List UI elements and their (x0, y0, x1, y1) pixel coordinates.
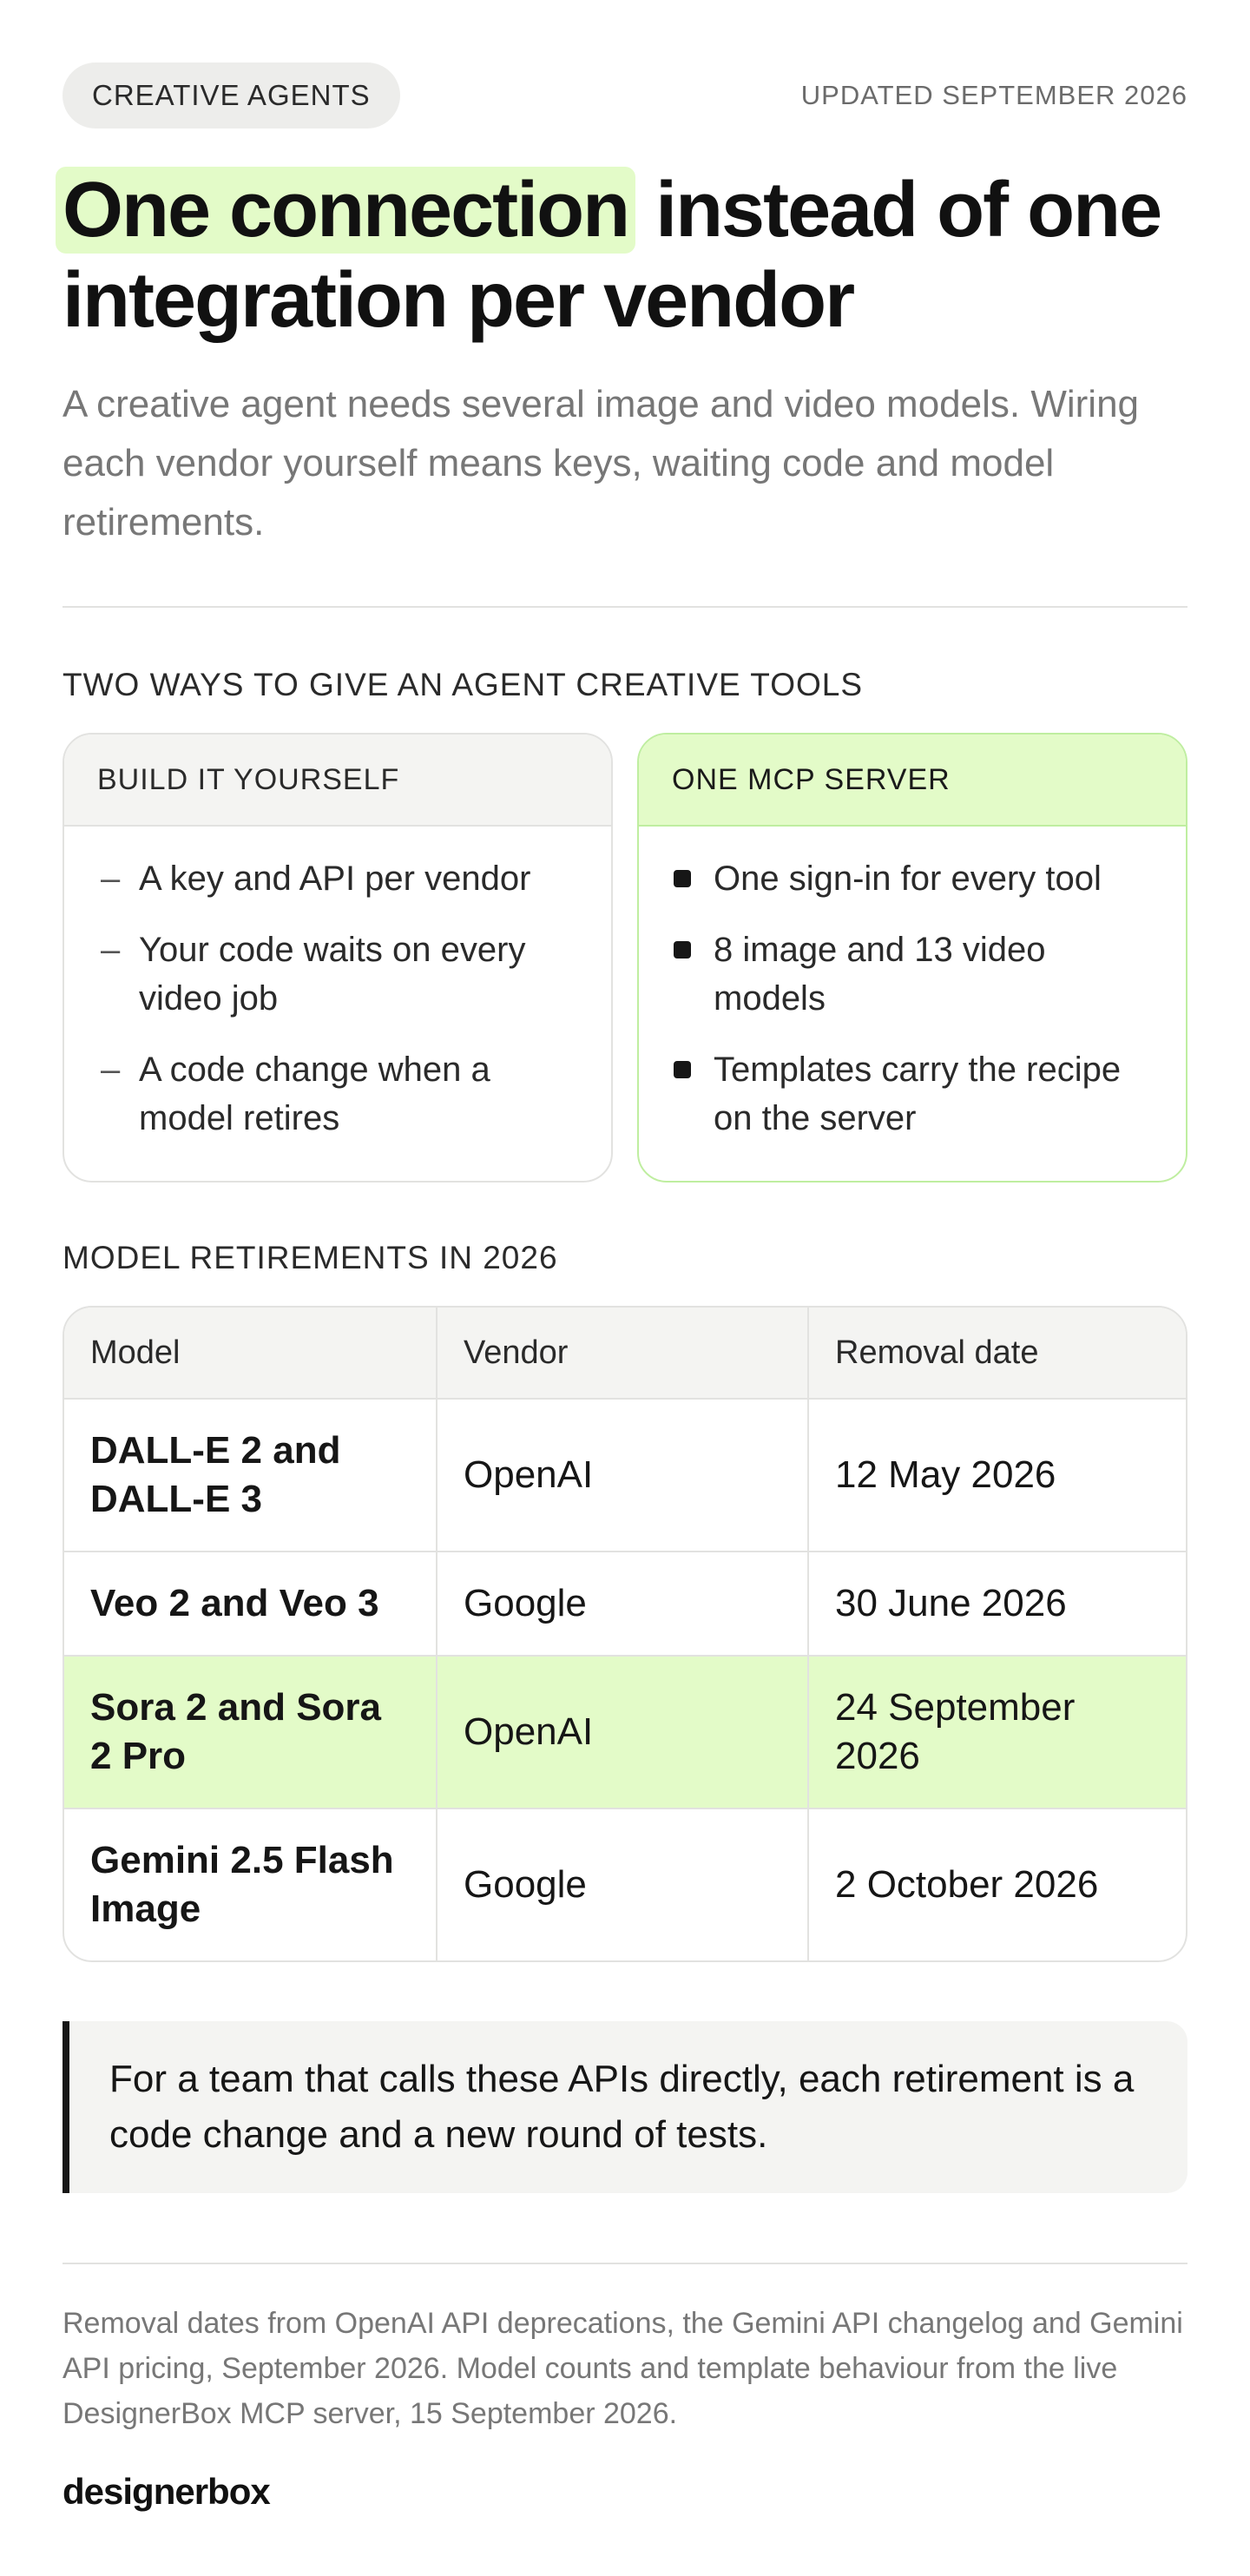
category-badge: CREATIVE AGENTS (62, 63, 400, 128)
vendor-cell: OpenAI (436, 1400, 807, 1551)
sources-note: Removal dates from OpenAI API deprecations, the Gemini API changelog and Gemini API pricing, September 2026. Model counts and template behaviour from the live DesignerBox MCP server, 15 September 2026. (62, 2307, 1183, 2430)
brand-logo: designerbox (62, 2471, 270, 2512)
card-build-it-yourself (62, 733, 613, 1183)
vendor-cell: Google (436, 1552, 807, 1655)
dash-icon: – (101, 860, 121, 898)
square-bullet-icon (674, 1061, 691, 1078)
model-cell: Veo 2 and Veo 3 (90, 1582, 379, 1624)
page-subtitle: A creative agent needs several image and video models. Wiring each vendor yourself means keys, waiting code and model retirements. (62, 383, 1140, 544)
comparison-label: TWO WAYS TO GIVE AN AGENT CREATIVE TOOLS (62, 667, 864, 702)
card-heading: ONE MCP SERVER (639, 735, 1186, 827)
retirements-table (62, 1306, 1188, 1962)
top-row (62, 63, 1188, 128)
card-heading: BUILD IT YOURSELF (64, 735, 611, 827)
title-rest: instead of one integration per vendor (62, 167, 1161, 344)
date-cell: 30 June 2026 (807, 1552, 1186, 1655)
square-bullet-icon (674, 870, 691, 887)
column-header: Removal date (807, 1308, 1186, 1398)
list-item: – A key and API per vendor (97, 854, 578, 903)
card-one-mcp-server (637, 733, 1188, 1183)
updated-date: UPDATED SEPTEMBER 2026 (800, 80, 1188, 110)
list-item: 8 image and 13 video models (672, 926, 1153, 1023)
dash-icon: – (101, 1051, 121, 1089)
date-cell: 2 October 2026 (807, 1809, 1186, 1960)
date-cell: 12 May 2026 (807, 1400, 1186, 1551)
table-row (64, 1398, 1186, 1551)
list-item: Templates carry the recipe on the server (672, 1045, 1153, 1143)
column-header: Model (90, 1334, 181, 1371)
page-title (62, 165, 1188, 346)
model-cell: DALL-E 2 and DALL-E 3 (90, 1429, 341, 1520)
vendor-cell: OpenAI (436, 1657, 807, 1808)
list-item: – A code change when a model retires (97, 1045, 578, 1143)
vendor-cell: Google (436, 1809, 807, 1960)
square-bullet-icon (674, 941, 691, 959)
date-cell: 24 September 2026 (807, 1657, 1186, 1808)
card-list (64, 827, 611, 1143)
list-item: One sign-in for every tool (672, 854, 1153, 903)
model-cell: Gemini 2.5 Flash Image (90, 1839, 394, 1930)
divider (62, 2263, 1188, 2264)
title-highlight: One connection (56, 167, 635, 254)
callout-quote: For a team that calls these APIs directly, each retirement is a code change and a new round of tests. (62, 2021, 1188, 2193)
table-header (64, 1308, 1186, 1398)
table-row (64, 1551, 1186, 1655)
retirements-label: MODEL RETIREMENTS IN 2026 (62, 1240, 558, 1275)
list-item: – Your code waits on every video job (97, 926, 578, 1023)
comparison-cards (62, 733, 1188, 1183)
dash-icon: – (101, 931, 121, 969)
column-header: Vendor (436, 1308, 807, 1398)
table-row (64, 1808, 1186, 1960)
table-row-highlighted (64, 1655, 1186, 1808)
divider (62, 606, 1188, 608)
model-cell: Sora 2 and Sora 2 Pro (90, 1686, 382, 1777)
card-list (639, 827, 1186, 1143)
